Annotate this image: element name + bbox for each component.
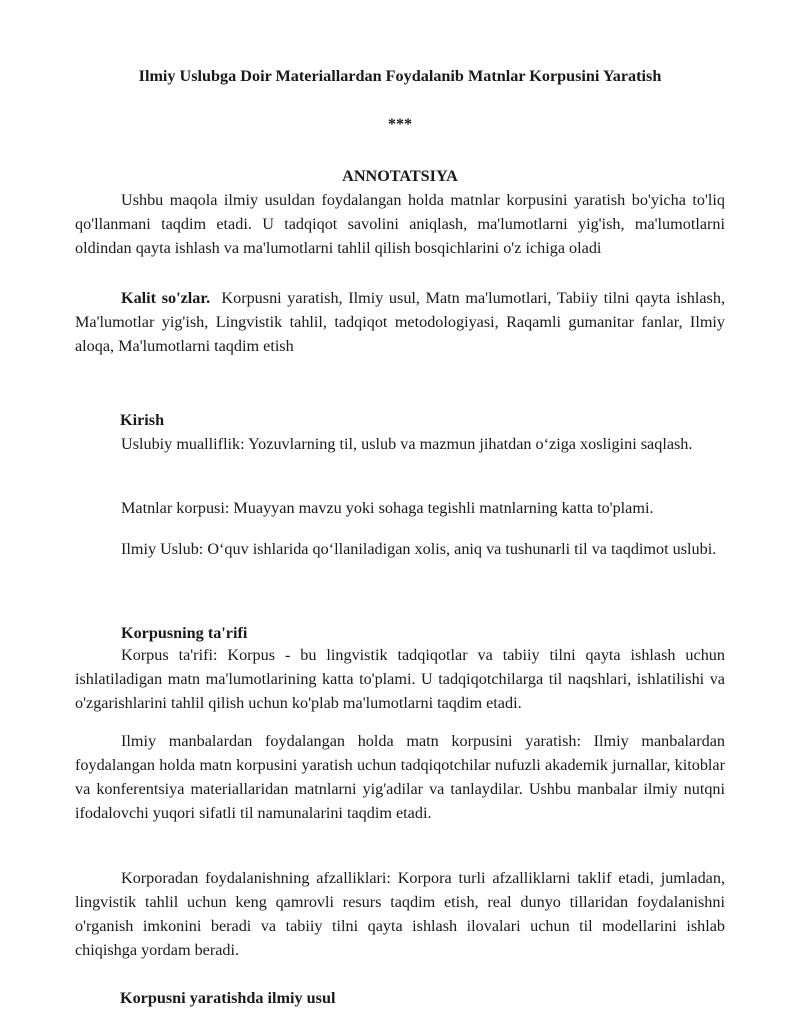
annotation-heading: ANNOTATSIYA bbox=[342, 167, 458, 185]
document-title: Ilmiy Uslubga Doir Materiallardan Foydalanib Matnlar Korpusini Yaratish bbox=[138, 67, 662, 85]
definition-heading: Korpusning ta'rifi bbox=[121, 624, 248, 642]
method-heading: Korpusni yaratishda ilmiy usul bbox=[120, 989, 336, 1007]
intro-heading: Kirish bbox=[120, 411, 165, 429]
definition-paragraph-2: Ilmiy manbalardan foydalangan holda matn korpusini yaratish: Ilmiy manbalardan foydalangan holda matn korpusini yaratish uchun tadqiqotchilar nufuzli akademik jurnallar, kitoblar va konferentsiya materiallaridan matnlarni yig'adilar va tanlaydilar. Ushbu manbalar ilmiy nutqni ifodalovchi yuqori sifatli til namunalarini taqdim etadi. bbox=[75, 732, 725, 822]
intro-paragraph-1: Uslubiy mualliflik: Yozuvlarning til, uslub va mazmun jihatdan o‘ziga xosligini saqlash. bbox=[121, 435, 693, 453]
definition-paragraph-3: Korporadan foydalanishning afzalliklari: Korpora turli afzalliklarni taklif etadi, jumladan, lingvistik tahlil uchun keng qamrovli resurs taqdim etish, real dunyo tillaridan foydalanishni o'rganish imkonini beradi va tabiiy tilni qayta ishlash ilovalari uchun til modellarini ishlab chiqishga yordam beradi. bbox=[75, 869, 725, 959]
keywords-text: Korpusni yaratish, Ilmiy usul, Matn ma'lumotlari, Tabiiy tilni qayta ishlash, Ma'lumotlar yig'ish, Lingvistik tahlil, tadqiqot metodologiyasi, Raqamli gumanitar fanlar, Ilmiy aloqa, Ma'lumotlarni taqdim etish bbox=[75, 289, 726, 355]
keywords-paragraph bbox=[75, 286, 725, 358]
intro-paragraph-3: Ilmiy Uslub: O‘quv ishlarida qo‘llaniladigan xolis, aniq va tushunarli til va taqdimot uslubi. bbox=[121, 540, 717, 558]
annotation-paragraph: Ushbu maqola ilmiy usuldan foydalangan holda matnlar korpusini yaratish bo'yicha to'liq qo'llanmani taqdim etadi. U tadqiqot savolini aniqlash, ma'lumotlarni yig'ish, ma'lumotlarni oldindan qayta ishlash va ma'lumotlarni tahlil qilish bosqichlarini o'z ichiga oladi bbox=[75, 191, 725, 257]
definition-paragraph-1: Korpus ta'rifi: Korpus - bu lingvistik tadqiqotlar va tabiiy tilni qayta ishlash uchun ishlatiladigan matn ma'lumotlarining katta to'plami. U tadqiqotchilarga til naqshlari, ishlatilishi va o'zgarishlarini tahlil qilish uchun ko'plab ma'lumotlarni taqdim etadi. bbox=[75, 646, 725, 712]
intro-paragraph-2: Matnlar korpusi: Muayyan mavzu yoki sohaga tegishli matnlarning katta to'plami. bbox=[121, 499, 654, 517]
separator: *** bbox=[387, 115, 413, 133]
keywords-label: Kalit so'zlar. bbox=[121, 289, 211, 307]
